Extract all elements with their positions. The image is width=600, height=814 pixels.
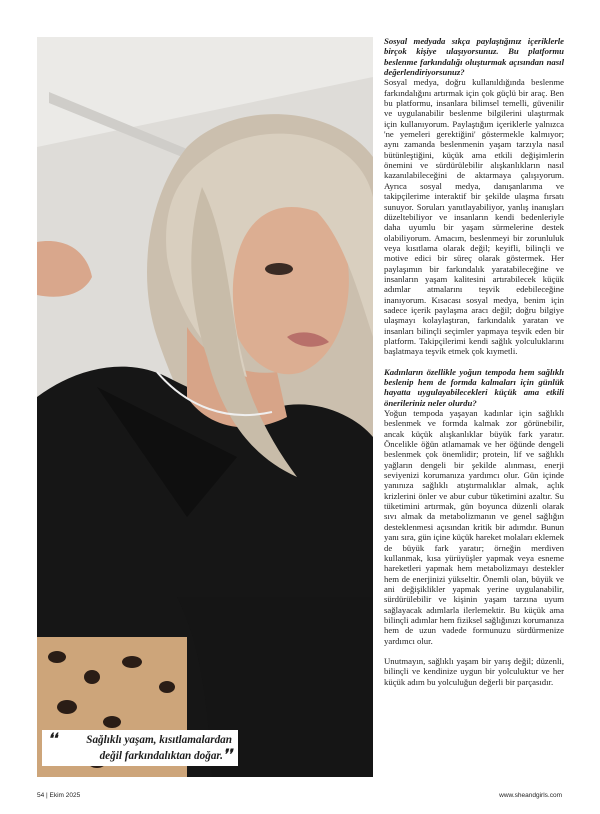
question-2: Kadınların özellikle yoğun tempoda hem sağlıklı beslenip hem de formda kalmaları için günlük hayatta uygulayabilecekleri küçük ama etkili önerileriniz neler olurdu?	[384, 366, 564, 408]
portrait-photo	[37, 37, 373, 777]
article-text-column	[384, 36, 564, 687]
answer-2: Yoğun tempoda yaşayan kadınlar için sağlıklı beslenmek ve formda kalmak zor görünebilir, ancak küçük alışkanlıklar büyük fark yaratır. Öncelikle öğün atlamamak ve her öğünde dengeli beslenmek çok önemlidir; protein, lif ve sağlıklı yağların dengeli bir şekilde alınması, enerji seviyenizi korumanıza yardımcı olur. Gün içinde yanınıza sağlıklı atıştırmalıklar almak, açlık krizlerini önler ve abur cubur tüketimini azaltır. Su tüketimini artırmak, gün boyunca düzenli olarak sıvı almak da metabolizmanın ve genel sağlığın desteklenmesi açısından kritik bir adımdır. Bunun yanı sıra, gün içine küçük hareket molaları eklemek de büyük fark yaratır; örneğin merdiven kullanmak, kısa yürüyüşler yapmak veya esneme hareketleri yapmak hem metabolizmayı destekler hem de enerjinizi yükseltir. Önemli olan, büyük ve ani değişiklikler yapmak yerine uygulanabilir, sürdürülebilir ve kişinin yaşam tarzına uyum sağlayacak adımlarla ilerlemektir. Bu küçük ama bilinçli adımlar hem fiziksel sağlığınızı korumanıza hem de uzun vadede formunuzu sürdürmenize yardımcı olur.	[384, 408, 564, 646]
page-number: 54 | Ekim 2025	[37, 792, 81, 799]
answer-1: Sosyal medya, doğru kullanıldığında beslenme farkındalığını artırmak için çok güçlü bir araç. Ben bu platformu, insanlara bilimsel temelli, güvenilir ve uygulanabilir beslenme bilgilerini ulaştırmak için kullanıyorum. Paylaştığım içeriklerle yalnızca 'ne yemeleri gerektiğini' göstermekle kalmıyor; aynı zamanda beslenmenin yaşam tarzıyla nasıl bütünleştiğini, küçük ama etkili değişimlerin önemini ve sürdürülebilir alışkanlıkların nasıl kazanılabileceğini de aktarmaya çalışıyorum. Ayrıca sosyal medya, danışanlarıma ve takipçilerime interaktif bir şekilde ulaşma fırsatı sunuyor. Soruları yanıtlayabiliyor, yanlış inanışları düzeltebiliyor ve insanların kendi bedenleriyle daha uyumlu bir yaşam sürmelerine destek olabiliyorum. Amacım, beslenmeyi bir zorunluluk veya kısıtlama olarak değil; keyifli, bilinçli ve motive edici bir süreç olarak göstermek. Her paylaşımın bir farkındalık yaratabileceğine ve insanların yaşam kalitesini artırabilecek küçük adımlar atmalarını teşvik edebileceğine inanıyorum. Kısacası sosyal medya, benim için sadece içerik paylaşma aracı değil; doğru bilgiye ulaşmayı kolaylaştıran, farkındalık yaratan ve insanları bilinçli seçimler yapmaya teşvik eden bir platform. Takipçilerimi kendi sağlık yolculuklarını başlatmaya teşvik etmek çok kıymetli.	[384, 77, 564, 357]
close-quote-icon: ❜❜	[222, 748, 232, 763]
website-link[interactable]: www.sheandgirls.com	[499, 792, 562, 799]
pull-quote-line-2: değil farkındalıktan doğar.	[99, 750, 223, 762]
portrait-illustration	[37, 37, 373, 777]
page-footer	[0, 792, 600, 804]
pull-quote-line-1: Sağlıklı yaşam, kısıtlamalardan	[86, 734, 232, 746]
pull-quote	[42, 730, 238, 766]
question-1: Sosyal medyada sıkça paylaştığınız içeriklerle birçok kişiye ulaşıyorsunuz. Bu platformu beslenme farkındalığı oluşturmak açısından nasıl değerlendiriyorsunuz?	[384, 36, 564, 78]
open-quote-icon: ❛❛	[48, 732, 58, 747]
closing-paragraph: Unutmayın, sağlıklı yaşam bir yarış değil; düzenli, bilinçli ve kendinize uygun bir yolculuktur ve her küçük adım bu yolculuğun değerli bir parçasıdır.	[384, 655, 564, 687]
